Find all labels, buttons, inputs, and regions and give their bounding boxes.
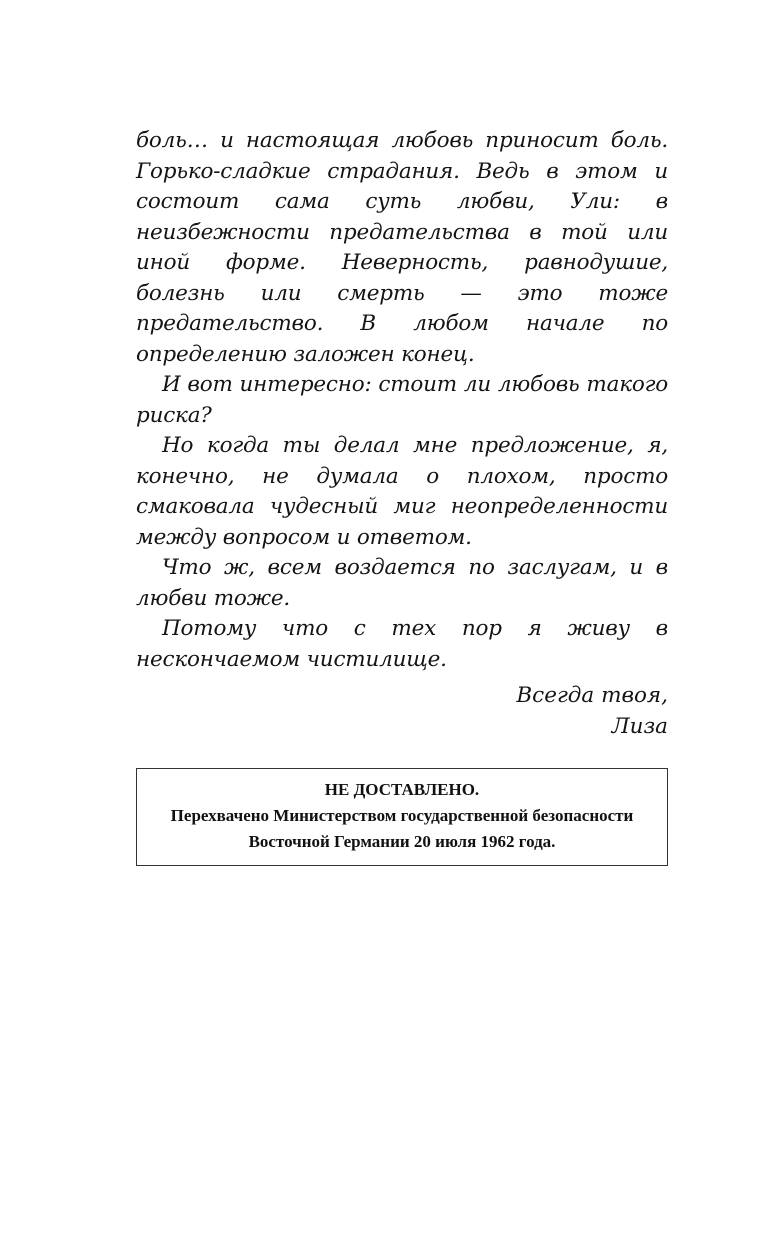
letter-paragraph-3: Но когда ты делал мне предложение, я, конечно, не думала о плохом, просто смаковала чудесный миг неопределенности между вопросом и ответом.	[136, 433, 668, 550]
letter-paragraph-5: Потому что с тех пор я живу в нескончаемом чистилище.	[136, 616, 668, 672]
letter-paragraph-4: Что ж, всем воздается по заслугам, и в любви тоже.	[136, 555, 668, 611]
letter-signature-block	[136, 681, 668, 742]
letter-closing: Всегда твоя,	[516, 683, 668, 708]
notice-title: НЕ ДОСТАВЛЕНО.	[324, 780, 480, 799]
not-delivered-notice-box	[136, 768, 668, 866]
letter-signature: Лиза	[611, 713, 668, 739]
book-page	[136, 126, 668, 866]
letter-body	[136, 126, 668, 675]
notice-line-3: Восточной Германии 20 июля 1962 года.	[248, 832, 556, 851]
notice-line-2: Перехвачено Министерством государственной безопасности	[170, 806, 634, 825]
letter-paragraph-2: И вот интересно: стоит ли любовь такого риска?	[136, 372, 668, 428]
letter-paragraph-1: боль… и настоящая любовь приносит боль. Горько-сладкие страдания. Ведь в этом и состоит сама суть любви, Ули: в неизбежности предательства в той или иной форме. Неверность, равнодушие, болезнь или смерть — это тоже предательство. В любом начале по определению заложен конец.	[136, 128, 668, 367]
